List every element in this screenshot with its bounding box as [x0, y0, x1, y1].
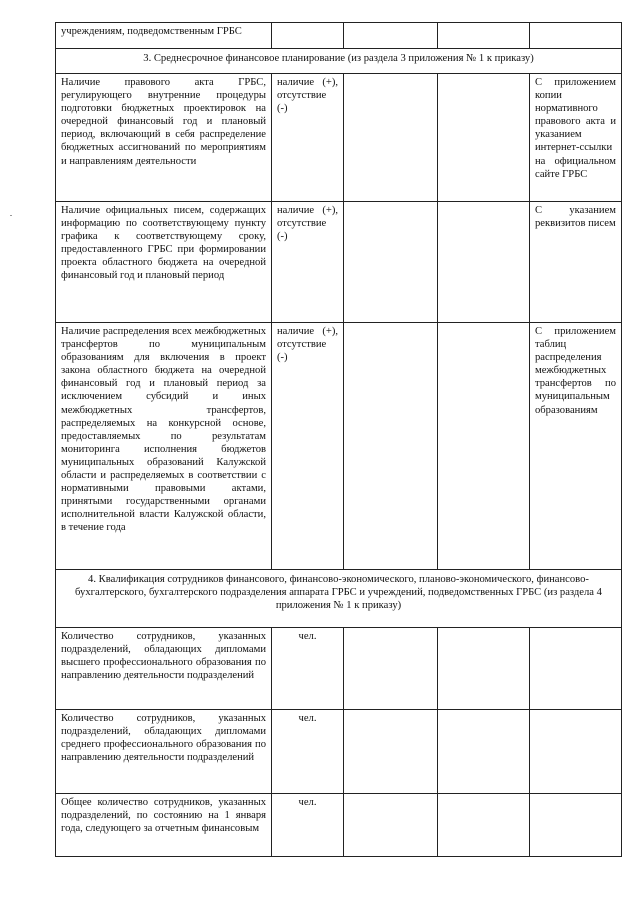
criteria-table	[55, 22, 622, 857]
indicator-cell: Наличие официальных писем, содержащих информацию по соответствующему пункту графика к соответствующему сроку, предоставленного ГРБС при формировании проекта областного бюджета на очередной финансовый год и плановый период	[56, 202, 272, 323]
note-cell: С указанием реквизитов писем	[530, 202, 622, 323]
section-heading: 3. Среднесрочное финансовое планирование (из раздела 3 приложения № 1 к приказу)	[56, 49, 622, 74]
unit-cell: наличие (+), отсутствие (-)	[272, 202, 344, 323]
value-cell	[344, 202, 438, 323]
section-heading: 4. Квалификация сотрудников финансового, финансово-экономического, планово-экономического, финансово-бухгалтерского, бухгалтерского подразделения аппарата ГРБС и учреждений, подведомственных ГРБС (из раздела 4 приложения № 1 к приказу)	[56, 570, 622, 628]
note-cell	[530, 794, 622, 857]
unit-cell	[272, 23, 344, 49]
section-heading-row	[56, 570, 622, 628]
note-cell: С приложением копии нормативного правового акта и указанием интернет-ссылки на официальном сайте ГРБС	[530, 74, 622, 202]
scan-artifact	[10, 215, 12, 216]
indicator-cell: Общее количество сотрудников, указанных подразделений, по состоянию на 1 января года, следующего за отчетным финансовым	[56, 794, 272, 857]
table-row	[56, 323, 622, 570]
indicator-cell: учреждениям, подведомственным ГРБС	[56, 23, 272, 49]
indicator-cell: Наличие правового акта ГРБС, регулирующего внутренние процедуры подготовки бюджетных проектировок на очередной финансовый год и плановый период, включающий в себя распределение бюджетных ассигнований по мероприятиям и направлениям деятельности	[56, 74, 272, 202]
value-cell	[344, 710, 438, 794]
table-row	[56, 794, 622, 857]
section-heading-row	[56, 49, 622, 74]
unit-cell: чел.	[272, 710, 344, 794]
indicator-cell: Количество сотрудников, указанных подразделений, обладающих дипломами среднего профессионального образования по направлению деятельности подразделений	[56, 710, 272, 794]
table-row	[56, 23, 622, 49]
unit-cell: наличие (+), отсутствие (-)	[272, 323, 344, 570]
value-cell	[344, 628, 438, 710]
table-row	[56, 710, 622, 794]
note-cell: С приложением таблиц распределения межбюджетных трансфертов по муниципальным образованиям	[530, 323, 622, 570]
value-cell	[438, 74, 530, 202]
note-cell	[530, 710, 622, 794]
value-cell	[438, 710, 530, 794]
unit-cell: чел.	[272, 794, 344, 857]
unit-cell: наличие (+), отсутствие (-)	[272, 74, 344, 202]
value-cell	[344, 23, 438, 49]
indicator-cell: Количество сотрудников, указанных подразделений, обладающих дипломами высшего профессионального образования по направлению деятельности подразделений	[56, 628, 272, 710]
value-cell	[438, 794, 530, 857]
value-cell	[438, 202, 530, 323]
table-row	[56, 628, 622, 710]
value-cell	[344, 323, 438, 570]
table-row	[56, 74, 622, 202]
unit-cell: чел.	[272, 628, 344, 710]
value-cell	[438, 323, 530, 570]
note-cell	[530, 23, 622, 49]
value-cell	[344, 794, 438, 857]
value-cell	[438, 628, 530, 710]
note-cell	[530, 628, 622, 710]
value-cell	[438, 23, 530, 49]
indicator-cell: Наличие распределения всех межбюджетных трансфертов по муниципальным образованиям для включения в проект закона областного бюджета на очередной финансовый год и плановый период за исключением субсидий и иных межбюджетных трансфертов, распределяемых на конкурсной основе, предоставляемых по результатам мониторинга исполнения бюджетов муниципальных образований Калужской области и распределяемых в соответствии с нормативными правовыми актами, принятыми государственными органами исполнительной власти Калужской области, в течение года	[56, 323, 272, 570]
value-cell	[344, 74, 438, 202]
table-row	[56, 202, 622, 323]
